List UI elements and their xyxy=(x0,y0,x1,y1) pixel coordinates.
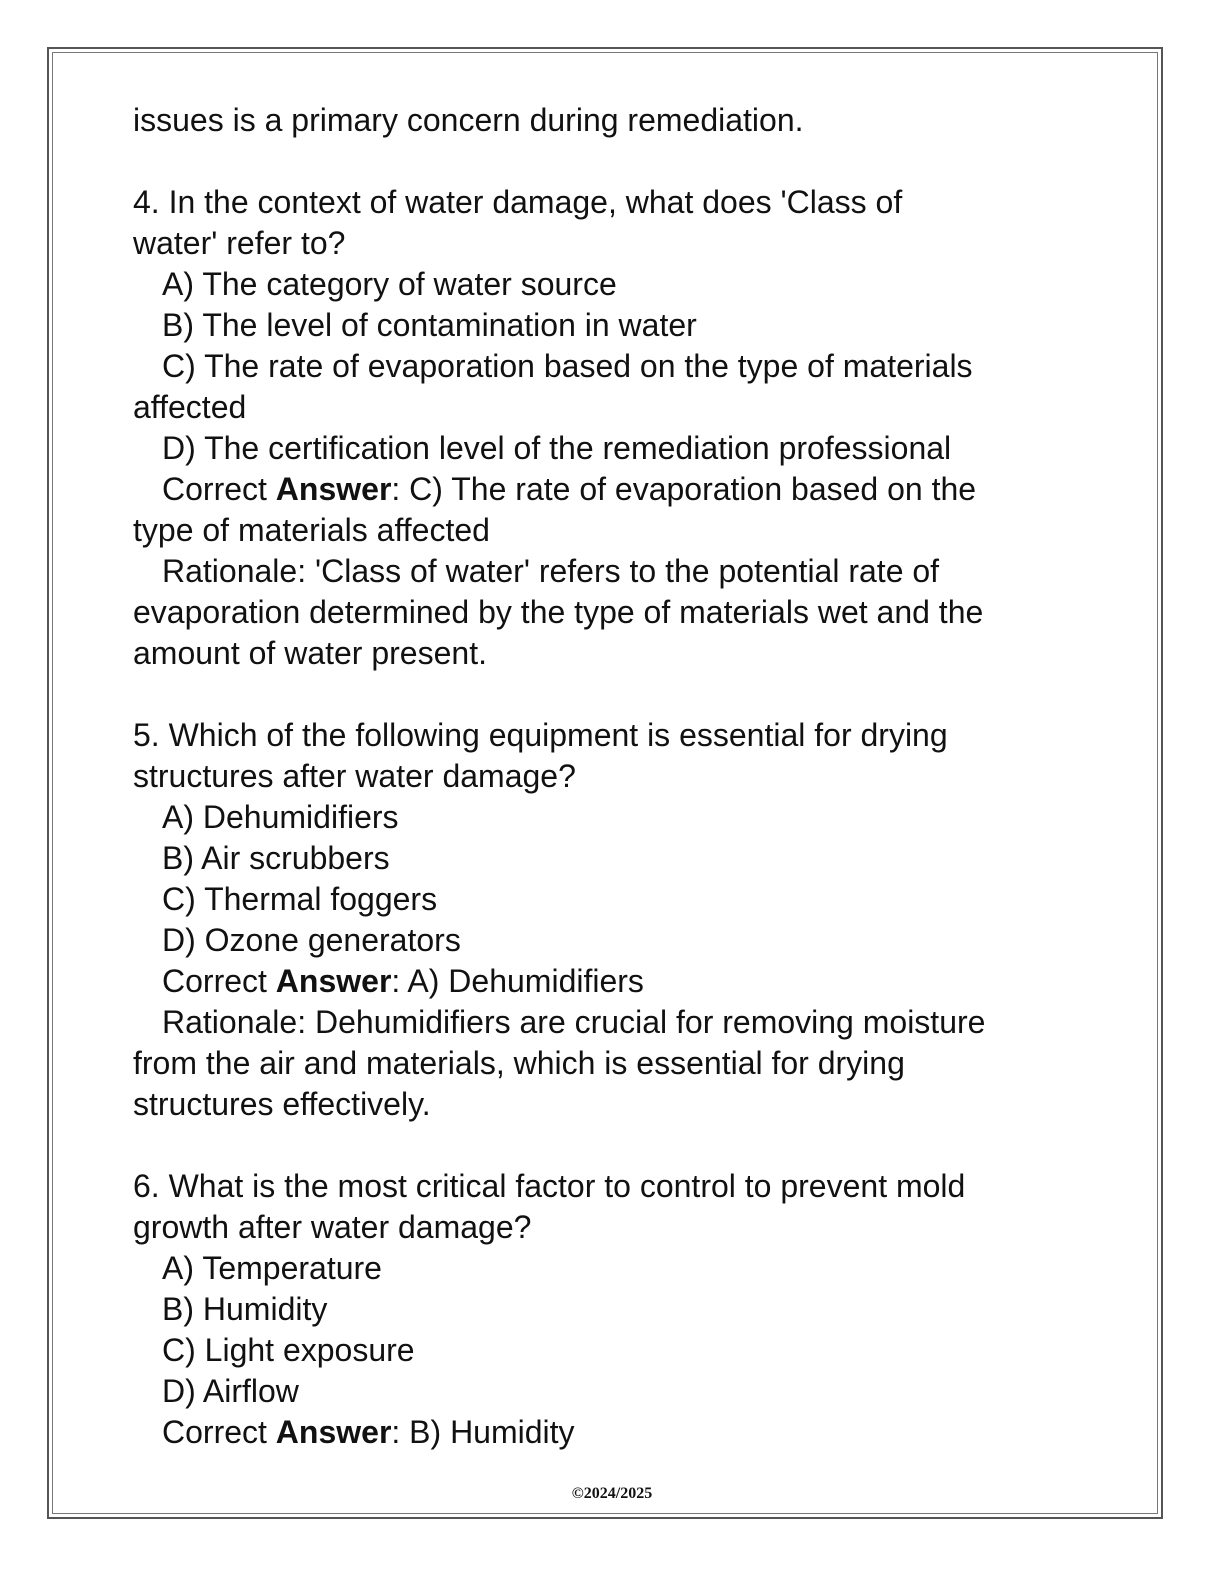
question-text: 6. What is the most critical factor to control to prevent mold xyxy=(133,1168,966,1204)
rationale-continued: evaporation determined by the type of materials wet and the xyxy=(133,594,984,630)
answer-label: Answer xyxy=(275,963,392,999)
question-text: growth after water damage? xyxy=(133,1209,532,1245)
option-d: D) Ozone generators xyxy=(162,922,461,958)
option-c: C) Light exposure xyxy=(162,1332,415,1368)
correct-answer xyxy=(133,961,1093,1002)
rationale-continued: structures effectively. xyxy=(133,1086,431,1122)
correct-answer-continued: type of materials affected xyxy=(133,512,490,548)
correct-label: Correct xyxy=(162,471,276,507)
answer-label: Answer xyxy=(275,471,392,507)
rationale-continued: amount of water present. xyxy=(133,635,487,671)
option-d: D) The certification level of the remediation professional xyxy=(162,430,952,466)
option-a: A) Temperature xyxy=(162,1250,382,1286)
question-block-6 xyxy=(133,1166,1093,1453)
option-a: A) Dehumidifiers xyxy=(162,799,399,835)
spacer xyxy=(133,141,1093,182)
option-b: B) The level of contamination in water xyxy=(162,307,697,343)
option-c: C) Thermal foggers xyxy=(162,881,438,917)
correct-label: Correct xyxy=(162,963,276,999)
question-block-5 xyxy=(133,715,1093,1125)
question-text: 4. In the context of water damage, what does 'Class of xyxy=(133,184,903,220)
option-b: B) Air scrubbers xyxy=(162,840,390,876)
carryover-text: issues is a primary concern during remediation. xyxy=(133,102,804,138)
answer-label: Answer xyxy=(275,1414,392,1450)
rationale-continued: from the air and materials, which is essential for drying xyxy=(133,1045,905,1081)
option-b: B) Humidity xyxy=(162,1291,328,1327)
rationale: Rationale: 'Class of water' refers to the potential rate of xyxy=(162,553,940,589)
document-body xyxy=(133,100,1093,1453)
correct-answer xyxy=(133,469,1093,510)
option-c: C) The rate of evaporation based on the type of materials xyxy=(162,348,973,384)
question-text: structures after water damage? xyxy=(133,758,576,794)
question-block-4 xyxy=(133,182,1093,674)
answer-value: : C) The rate of evaporation based on the xyxy=(391,471,977,507)
spacer xyxy=(133,1125,1093,1166)
correct-label: Correct xyxy=(162,1414,276,1450)
question-text: 5. Which of the following equipment is essential for drying xyxy=(133,717,948,753)
spacer xyxy=(133,674,1093,715)
option-a: A) The category of water source xyxy=(162,266,617,302)
answer-value: : A) Dehumidifiers xyxy=(391,963,644,999)
option-d: D) Airflow xyxy=(162,1373,299,1409)
rationale: Rationale: Dehumidifiers are crucial for removing moisture xyxy=(162,1004,986,1040)
correct-answer xyxy=(133,1412,1093,1453)
copyright-footer: ©2024/2025 xyxy=(571,1485,653,1502)
answer-value: : B) Humidity xyxy=(391,1414,575,1450)
question-text: water' refer to? xyxy=(133,225,346,261)
option-c-continued: affected xyxy=(133,389,247,425)
